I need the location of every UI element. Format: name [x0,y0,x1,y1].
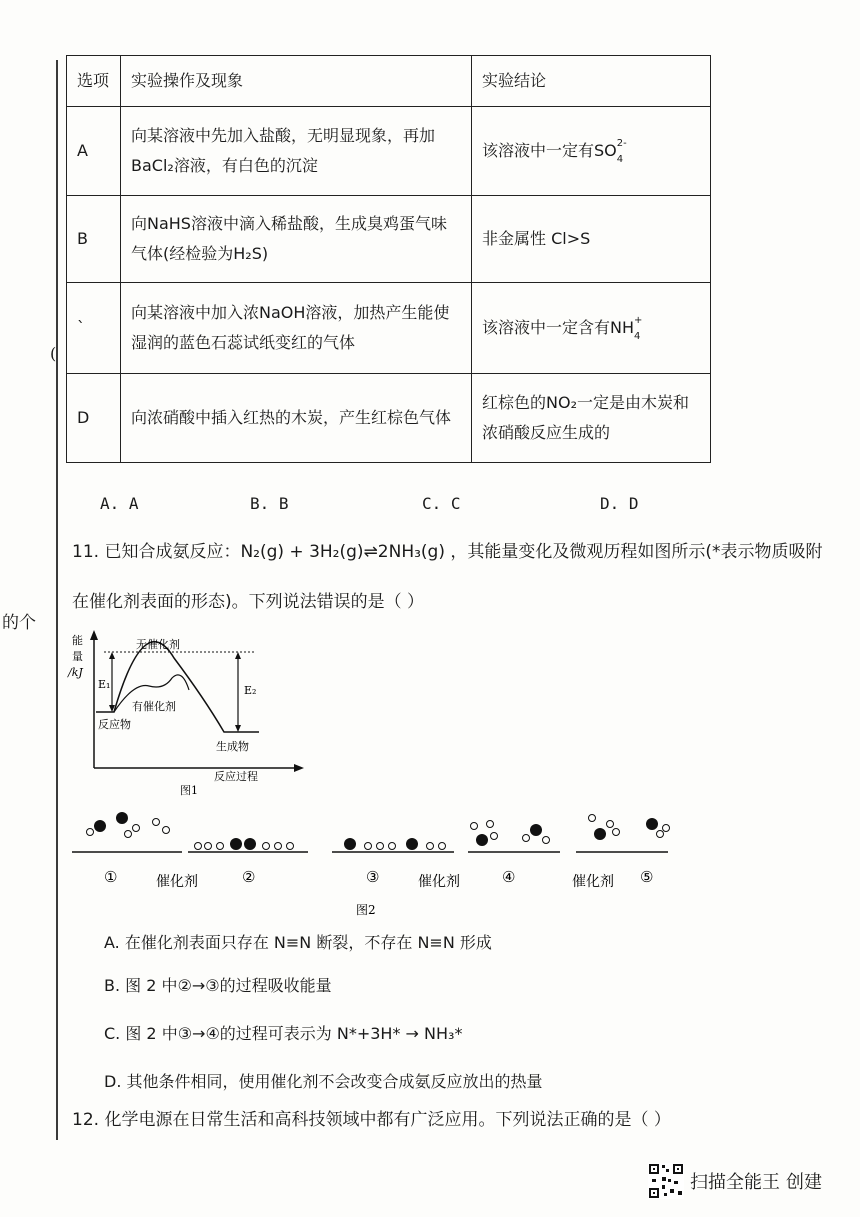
table-row [67,196,711,283]
e2-label: E₂ [244,684,257,697]
fig1-caption: 图1 [180,784,198,797]
q11-stem-line1: 11. 已知合成氨反应：N₂(g) + 3H₂(g)⇌2NH₃(g) ，其能量变化及微观历程如图所示(*表示物质吸附 [72,542,823,562]
q12-stem: 12. 化学电源在日常生活和高科技领域中都有广泛应用。下列说法正确的是（ ） [72,1110,671,1130]
q11-option-c: C. 图 2 中③→④的过程可表示为 N*+3H* → NH₃* [104,1024,463,1043]
fig2-caption: 图2 [356,903,376,917]
step-1-label: ① [104,868,118,886]
row-option: ` [67,283,121,374]
step-3-label: ③ [366,868,380,886]
q11-option-d: D. 其他条件相同，使用催化剂不会改变合成氨反应放出的热量 [104,1072,543,1091]
row-conclusion: 红棕色的NO₂一定是由木炭和浓硝酸反应生成的 [472,374,711,463]
y-label-3: /kJ [68,666,83,679]
scanner-app-name: 扫描全能王 [690,1172,780,1193]
table-row [67,107,711,196]
row-operation: 向某溶液中先加入盐酸，无明显现象，再加BaCl₂溶液，有白色的沉淀 [121,107,472,196]
q11-stem-line2: 在催化剂表面的形态)。下列说法错误的是（ ） [72,592,425,612]
micro-process-diagram [70,808,710,920]
energy-diagram [64,628,304,798]
stray-mark: ( [50,344,57,363]
y-label-1: 能 [72,634,83,647]
step-4-label: ④ [502,868,516,886]
reactant-label: 反应物 [98,718,131,731]
table-header-row [67,56,711,107]
table-row [67,374,711,463]
row-operation: 向NaHS溶液中滴入稀盐酸，生成臭鸡蛋气味气体(经检验为H₂S) [121,196,472,283]
header-conclusion: 实验结论 [472,56,711,107]
choice-c: C. C [422,494,461,513]
catalyst-label-3: 催化剂 [572,874,614,890]
step-5-label: ⑤ [640,868,654,886]
q11-option-b: B. 图 2 中②→③的过程吸收能量 [104,976,332,995]
q11-option-a: A. 在催化剂表面只存在 N≡N 断裂，不存在 N≡N 形成 [104,933,492,952]
x-axis-label: 反应过程 [214,770,258,783]
row-conclusion: 非金属性 Cl>S [472,196,711,283]
row-conclusion: 该溶液中一定含有NH+ $_4$ [472,283,711,374]
header-option: 选项 [67,56,121,107]
with-catalyst-label: 有催化剂 [132,700,176,713]
row-operation: 向浓硝酸中插入红热的木炭，产生红棕色气体 [121,374,472,463]
qr-code-icon [648,1163,684,1199]
side-note: 的个 [2,613,36,633]
y-label-2: 量 [72,650,83,663]
margin-rule [56,60,58,1140]
catalyst-label-2: 催化剂 [418,874,460,890]
e1-label: E₁ [98,678,111,691]
row-operation: 向某溶液中加入浓NaOH溶液，加热产生能使湿润的蓝色石蕊试纸变红的气体 [121,283,472,374]
row-option: A [67,107,121,196]
row-option: B [67,196,121,283]
scanner-watermark [648,1163,822,1199]
row-option: D [67,374,121,463]
choice-b: B. B [250,494,289,513]
choice-a: A. A [100,494,139,513]
header-operation: 实验操作及现象 [121,56,472,107]
no-catalyst-label: 无催化剂 [136,638,180,651]
choice-d: D. D [600,494,639,513]
experiment-table [66,55,711,463]
row-conclusion: 该溶液中一定有$SO^{2-}$ $_4$ [472,107,711,196]
catalyst-label-1: 催化剂 [156,874,198,890]
product-label: 生成物 [216,740,249,753]
step-2-label: ② [242,868,256,886]
table-row [67,283,711,374]
scanner-action: 创建 [786,1172,822,1193]
